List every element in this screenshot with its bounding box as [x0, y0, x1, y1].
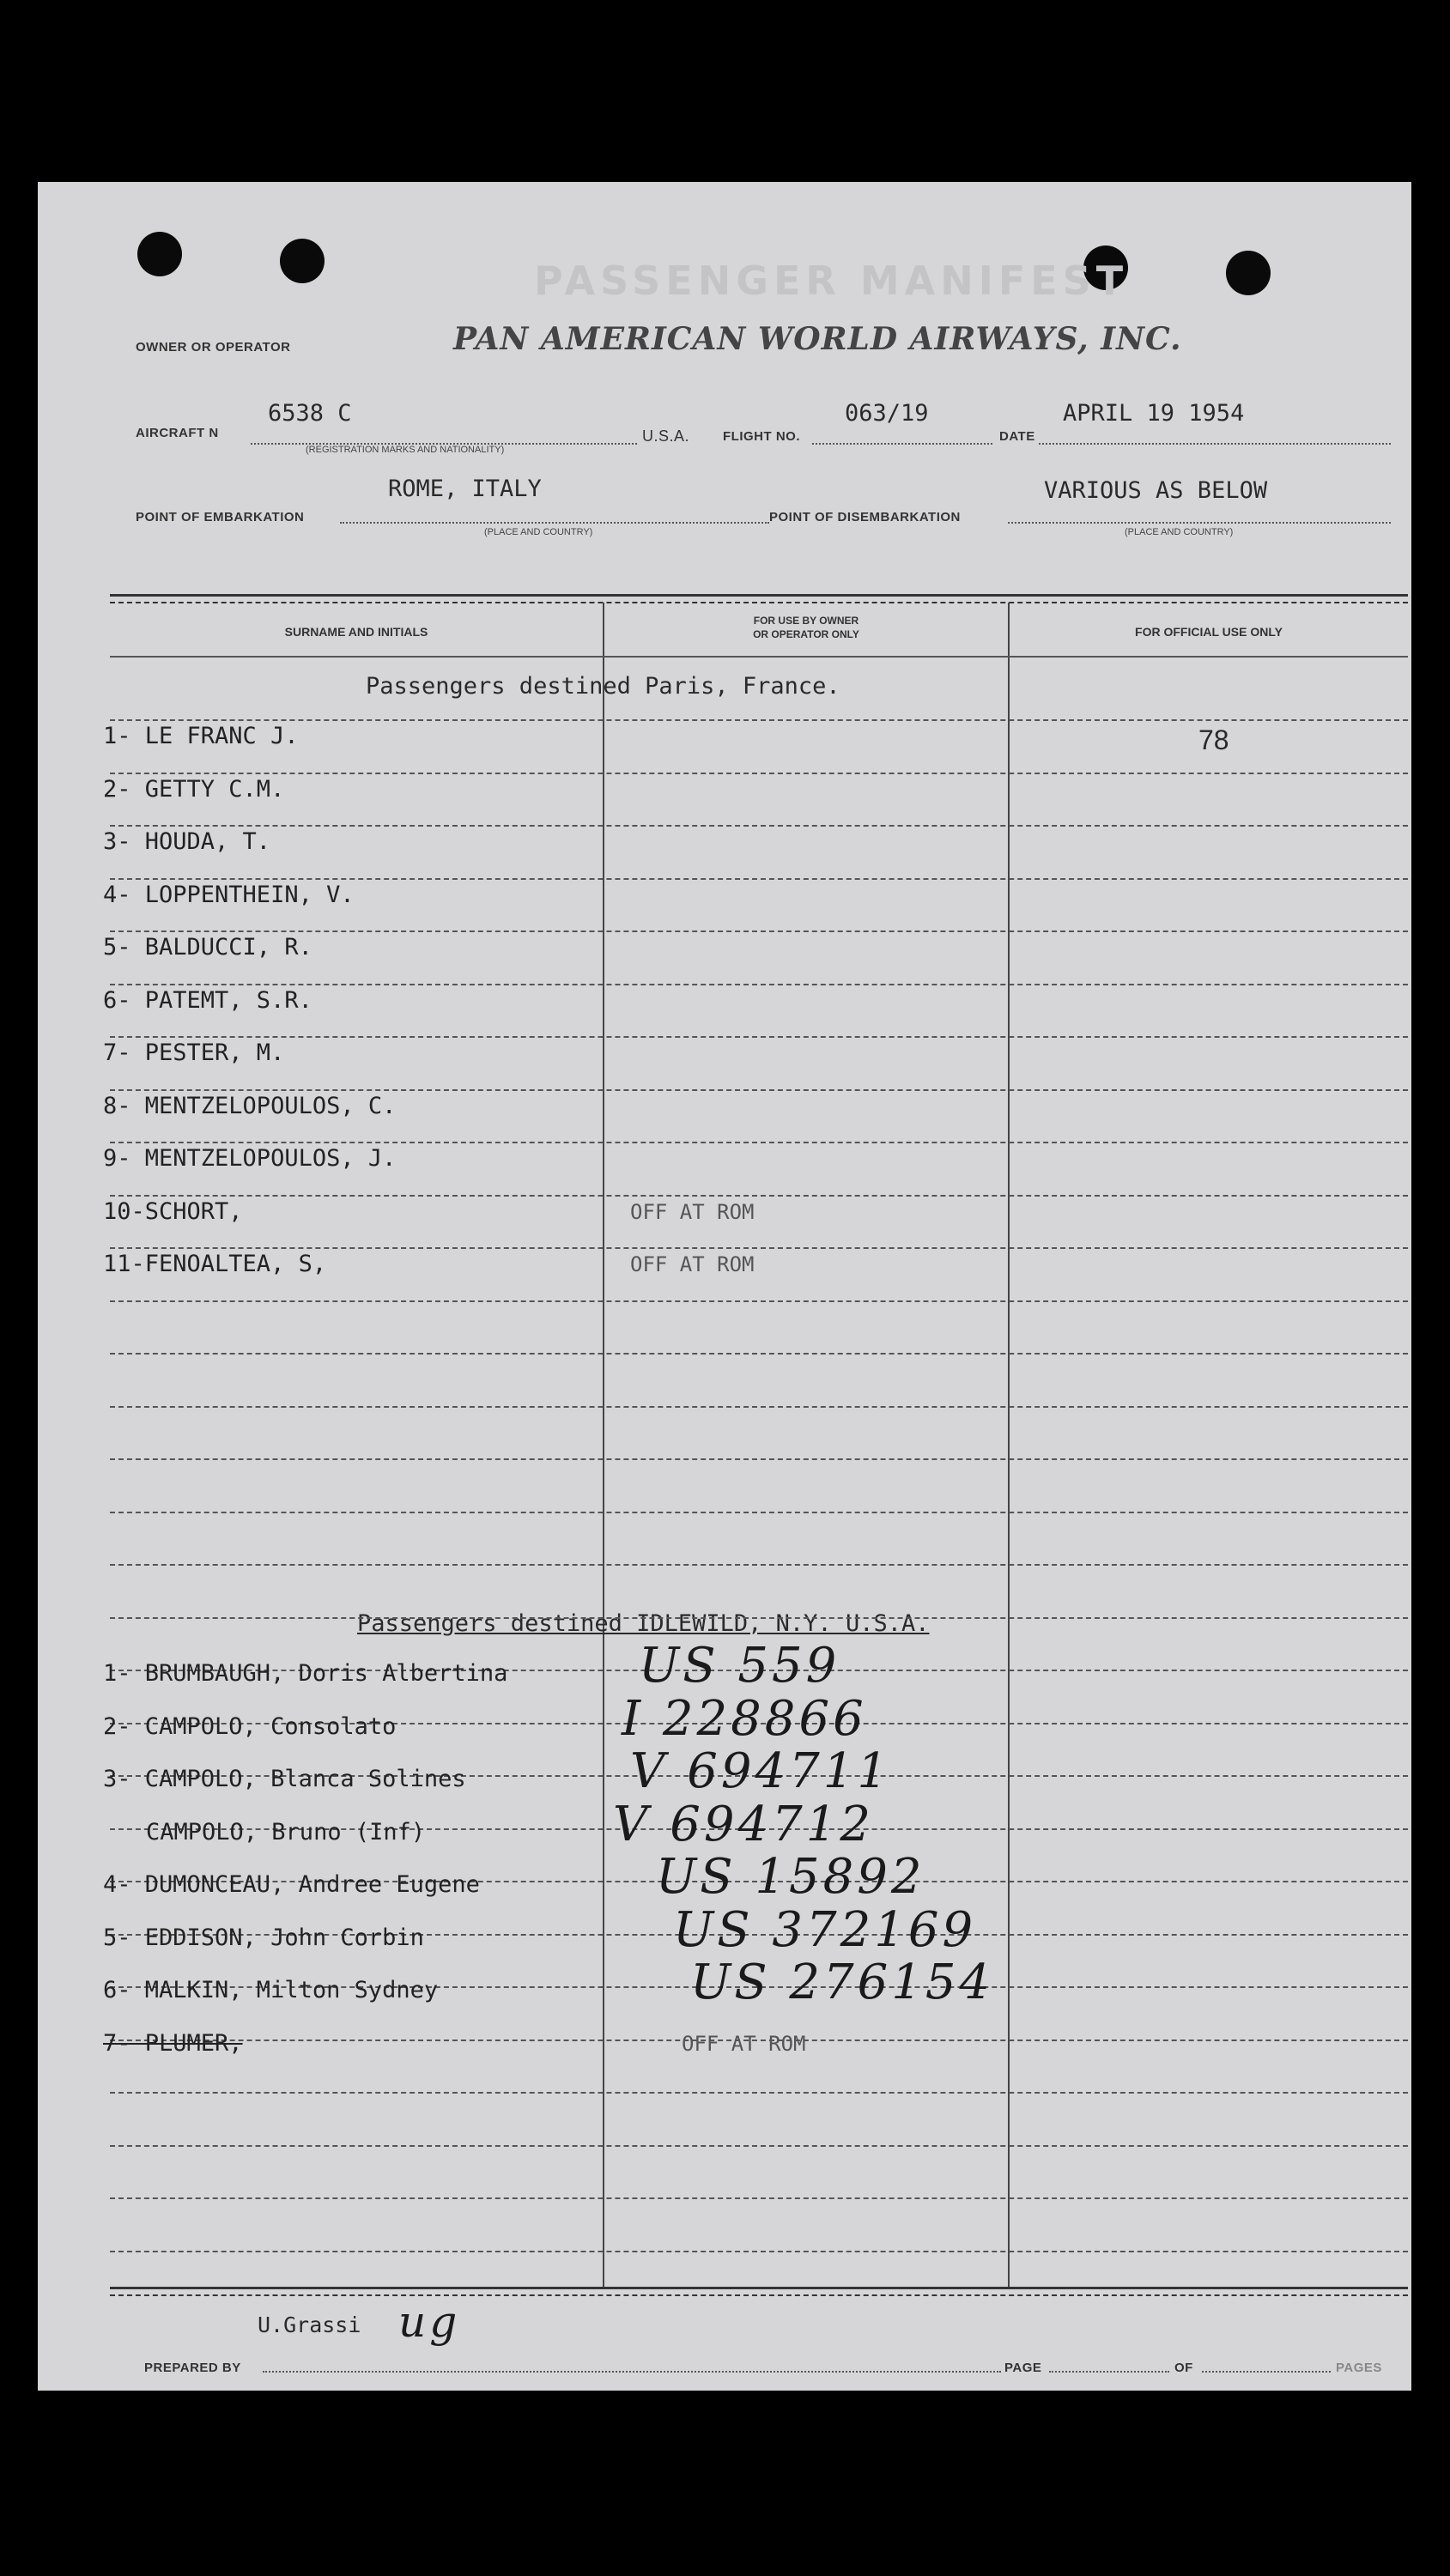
passenger-name: 4- DUMONCEAU, Andree Eugene — [103, 1871, 480, 1898]
date-line — [1039, 443, 1391, 445]
row-rule — [110, 1089, 1408, 1091]
date-label: DATE — [999, 429, 1035, 444]
prepared-by-label: PREPARED BY — [144, 2361, 241, 2375]
row-rule — [110, 1406, 1408, 1408]
handwritten-note: US 15892 — [656, 1849, 925, 1905]
embarkation-value: ROME, ITALY — [388, 476, 542, 502]
row-rule — [110, 2092, 1408, 2094]
passenger-name: 10-SCHORT, — [103, 1197, 243, 1225]
row-rule — [110, 1300, 1408, 1302]
column-divider — [1008, 603, 1010, 2287]
disembarkation-line — [1008, 522, 1391, 524]
passenger-remark: OFF AT ROM — [682, 2031, 806, 2056]
row-rule — [110, 1247, 1408, 1249]
embarkation-line — [340, 522, 769, 524]
row-rule — [110, 2197, 1408, 2199]
passenger-name: 4- LOPPENTHEIN, V. — [103, 881, 355, 908]
passenger-name: 9- MENTZELOPOULOS, J. — [103, 1145, 397, 1172]
date-value: APRIL 19 1954 — [1063, 400, 1245, 427]
col-header-official: FOR OFFICIAL USE ONLY — [1135, 625, 1283, 639]
registration-note: (REGISTRATION MARKS AND NATIONALITY) — [306, 445, 505, 455]
punch-hole — [1226, 251, 1271, 295]
table-bottom-rule — [110, 2287, 1408, 2296]
passenger-name: 11-FENOALTEA, S, — [103, 1251, 327, 1277]
row-rule — [110, 1036, 1408, 1038]
handwritten-note: US 559 — [639, 1638, 840, 1694]
usa-label: U.S.A. — [642, 427, 690, 445]
punch-hole — [137, 232, 182, 276]
form-title: PASSENGER MANIFEST — [534, 258, 1129, 304]
row-rule — [110, 1142, 1408, 1143]
column-divider — [603, 603, 604, 2287]
handwritten-note: V 694711 — [630, 1743, 892, 1799]
page-label: PAGE — [1004, 2361, 1042, 2375]
flight-label: FLIGHT NO. — [723, 429, 800, 444]
flight-value: 063/19 — [845, 400, 929, 427]
row-rule — [110, 773, 1408, 774]
row-rule — [110, 1458, 1408, 1460]
embarkation-label: POINT OF EMBARKATION — [136, 510, 305, 524]
passenger-name: 8- MENTZELOPOULOS, C. — [103, 1092, 397, 1119]
row-rule — [110, 1564, 1408, 1566]
preparer-name: U.Grassi — [258, 2312, 361, 2337]
handwritten-note: US 372169 — [673, 1901, 977, 1958]
embark-place-note: (PLACE AND COUNTRY) — [484, 527, 593, 537]
handwritten-note: I 228866 — [622, 1690, 867, 1747]
row-rule — [110, 1353, 1408, 1355]
row-rule — [110, 1512, 1408, 1513]
of-label: OF — [1174, 2361, 1193, 2375]
row-rule — [110, 1617, 1408, 1619]
flight-line — [812, 443, 992, 445]
aircraft-value: 6538 C — [268, 400, 352, 427]
passenger-name: 3- HOUDA, T. — [103, 828, 271, 855]
header-rule — [110, 656, 1408, 658]
section-heading-ny: Passengers destined IDLEWILD, N.Y. U.S.A. — [357, 1610, 930, 1637]
passenger-name: 5- EDDISON, John Corbin — [103, 1924, 424, 1951]
col-header-owner-use-1: FOR USE BY OWNER — [753, 615, 859, 627]
row-rule — [110, 1195, 1408, 1197]
passenger-name: 3- CAMPOLO, Blanca Solines — [103, 1766, 466, 1792]
disembarkation-label: POINT OF DISEMBARKATION — [769, 510, 961, 524]
passenger-name: 6- MALKIN, Milton Sydney — [103, 1977, 439, 2003]
page-line — [1049, 2371, 1169, 2373]
passenger-remark: OFF AT ROM — [630, 1199, 755, 1224]
row-rule — [110, 825, 1408, 827]
passenger-name: 6- PATEMT, S.R. — [103, 986, 312, 1014]
row-rule — [110, 2145, 1408, 2147]
preparer-initials: ug — [398, 2297, 461, 2347]
of-line — [1202, 2371, 1331, 2373]
owner-label: OWNER OR OPERATOR — [136, 340, 291, 355]
passenger-name: 1- LE FRANC J. — [103, 723, 299, 749]
disembarkation-value: VARIOUS AS BELOW — [1044, 477, 1268, 504]
manifest-page — [38, 182, 1411, 2391]
row-rule — [110, 2251, 1408, 2252]
row-rule — [110, 719, 1408, 721]
passenger-name: 1- BRUMBAUGH, Doris Albertina — [103, 1660, 508, 1687]
col-header-owner-use-2: OR OPERATOR ONLY — [753, 628, 859, 640]
passenger-name: 7- PLUMER, — [103, 2029, 243, 2057]
passenger-name: CAMPOLO, Bruno (Inf) — [146, 1818, 426, 1846]
punch-hole — [280, 239, 325, 283]
col-header-surname: SURNAME AND INITIALS — [284, 625, 428, 639]
handwritten-note: V 694712 — [613, 1796, 875, 1852]
section-heading-paris: Passengers destined Paris, France. — [366, 673, 840, 700]
table-top-rule — [110, 594, 1408, 603]
passenger-name: 2- GETTY C.M. — [103, 775, 285, 803]
passenger-name: 7- PESTER, M. — [103, 1039, 285, 1066]
aircraft-label: AIRCRAFT N — [136, 426, 219, 440]
passenger-remark: OFF AT ROM — [630, 1252, 755, 1276]
passenger-name: 2- CAMPOLO, Consolato — [103, 1712, 397, 1740]
row-rule — [110, 984, 1408, 985]
handwritten-note: US 276154 — [690, 1955, 994, 2010]
pages-label: PAGES — [1336, 2361, 1382, 2375]
row-rule — [110, 878, 1408, 880]
row-rule — [110, 930, 1408, 932]
official-note: 78 — [1198, 724, 1229, 755]
carrier-name: PAN AMERICAN WORLD AIRWAYS, INC. — [453, 321, 1182, 357]
passenger-name: 5- BALDUCCI, R. — [103, 934, 312, 961]
disembark-place-note: (PLACE AND COUNTRY) — [1125, 527, 1234, 537]
prepared-by-line — [263, 2371, 1001, 2373]
